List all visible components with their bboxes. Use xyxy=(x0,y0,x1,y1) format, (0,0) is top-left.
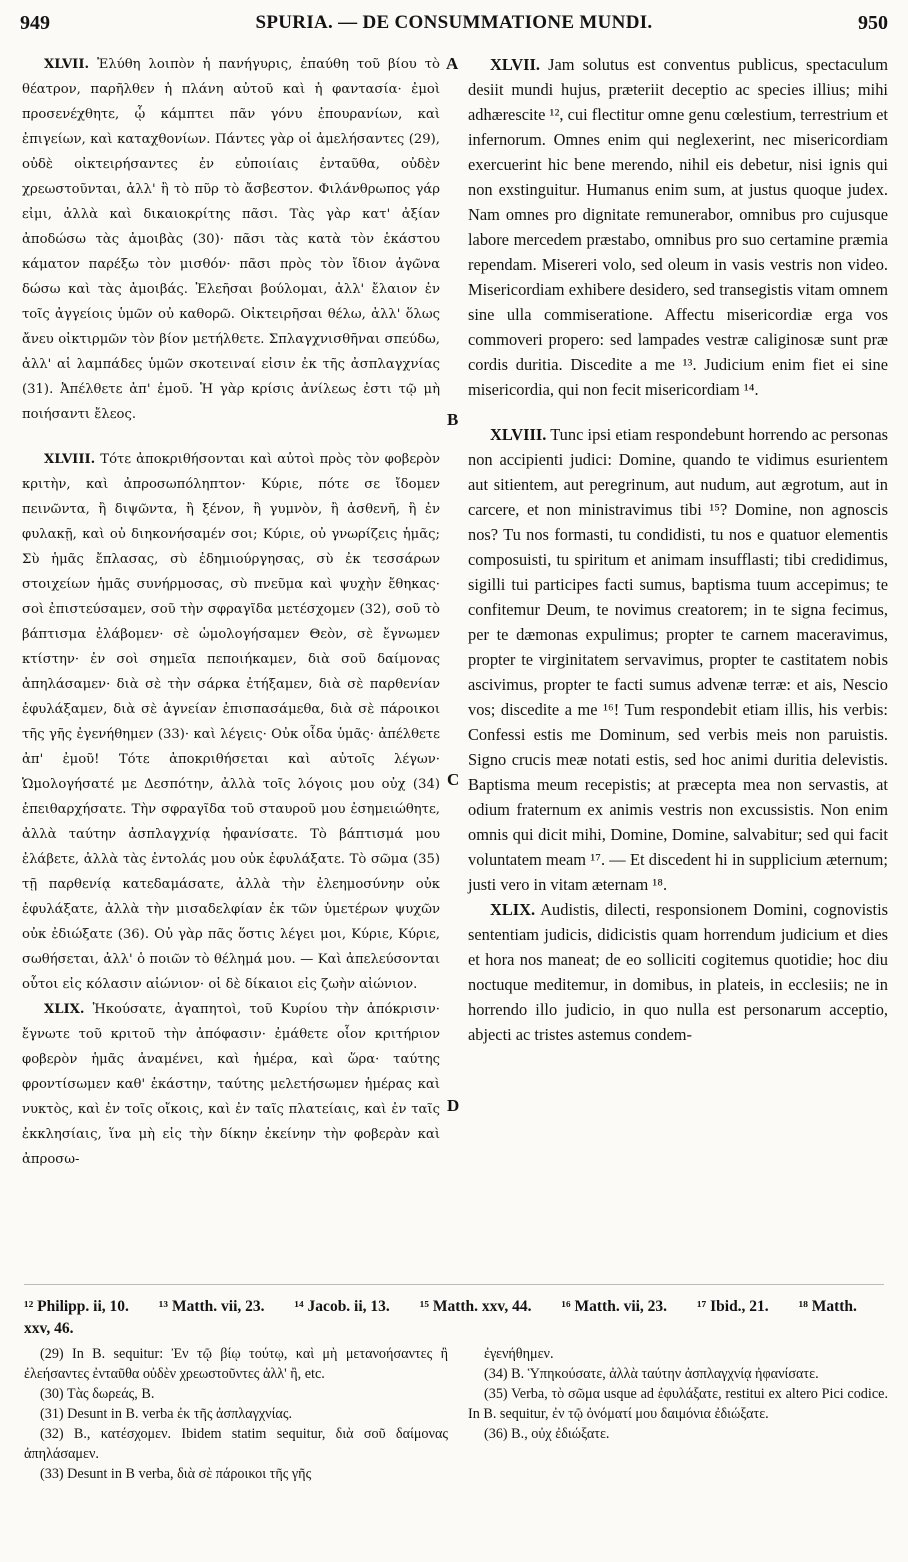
greek-section-47 xyxy=(22,52,440,427)
scripture-note: ¹³ Matth. vii, 23. xyxy=(158,1298,265,1315)
scripture-note: ¹⁴ Jacob. ii, 13. xyxy=(294,1298,390,1315)
section-text: Ἠκούσατε, ἀγαπητοὶ, τοῦ Κυρίου τὴν ἀπόκρισιν· ἔγνωτε τοῦ κριτοῦ τὴν ἀπόφασιν· ἐμάθετε οἷον κριτήριον φοβερὸν ἡμᾶς ἀναμένει, καὶ ἡμέρα, καὶ ὥρα· ταύτης φροντίσωμεν καθ' ἑκάστην, ταύτης μελετήσωμεν ἡμέρας καὶ νυκτὸς, καὶ ἐν τοῖς οἴκοις, καὶ ἐν ταῖς πλατείαις, καὶ ἐν ταῖς ἐκκλησίαις, ἵνα μὴ εἰς τὴν δίκην ἐκείνην τὴν φοβερὰν καὶ ἀπροσω- xyxy=(22,1002,440,1167)
footnote: (32) B., κατέσχομεν. Ibidem statim sequitur, διὰ σοῦ δαίμονας ἀπηλάσαμεν. xyxy=(24,1426,448,1462)
margin-marker-b: B xyxy=(447,410,459,429)
footnote: (36) B., οὐχ ἐδιώξατε. xyxy=(484,1426,610,1442)
scripture-note: ¹⁷ Ibid., 21. xyxy=(696,1298,769,1315)
greek-section-48 xyxy=(22,447,440,997)
footnote: (33) Desunt in B verba, διὰ σὲ πάροικοι τῆς γῆς xyxy=(40,1466,312,1482)
page-number-left: 949 xyxy=(20,12,50,34)
scripture-references xyxy=(24,1296,884,1340)
page-header xyxy=(0,0,908,44)
section-number: XLVIII. xyxy=(44,452,96,467)
section-text: Tunc ipsi etiam respondebunt horrendo ac personas non accipienti judici: Domine, quando te vidimus esurientem aut sitientem, aut peregrinum, aut nudum, aut ægrotum, aut in carcere, et non ministravimus tibi ¹⁵? Domine, non agnoscis nos? Tu nos formasti, tu condidisti, tu nos e quatuor elementis composuisti, tu spiritum et animam insufflasti; tibi credidimus, sigilli tui participes facti sumus, baptisma tuum accepimus; te confitemur Deum, te novimus creatorem; in te signa fecimus, per te dæmonas expulimus; propter te carnem maceravimus, propter te virginitatem servavimus, propter te castitatem nobis ascivimus, propter te facti sumus advenæ terræ: et ais, Nescio vos; discedite a me ¹⁶! Tum respondebit etiam illis, his verbis: Confessi estis me Dominum, sed verbis meis non paruistis. Signo crucis meæ notati estis, sed hoc animi duritia delevistis. Baptisma meum recepistis; at præcepta mea non servastis, at odium fraternum ex animis vestris non excussistis. Non enim omnis qui dicit mihi, Domine, Domine, salvabitur; sed qui facit voluntatem meam ¹⁷. — Et discedent hi in supplicium æternum; justi vero in vitam æternam ¹⁸. xyxy=(468,425,888,894)
footnote: (34) B. Ὑπηκούσατε, ἀλλὰ ταύτην ἀσπλαγχνίᾳ ἠφανίσατε. xyxy=(484,1366,819,1382)
footnote: (35) Verba, τὸ σῶμα usque ad ἐφυλάξατε, restitui ex altero Pici codice. In B. sequitur, ἐν τῷ ὀνόματί μου δαιμόνια ἐδιώξατε. xyxy=(468,1386,888,1422)
greek-column xyxy=(22,52,440,1172)
footnote: (30) Τὰς δωρεάς, B. xyxy=(40,1386,155,1402)
footnote: (31) Desunt in B. verba ἐκ τῆς ἀσπλαγχνίας. xyxy=(40,1406,293,1422)
latin-section-48 xyxy=(468,422,888,897)
section-text: Ἐλύθη λοιπὸν ἡ πανήγυρις, ἐπαύθη τοῦ βίου τὸ θέατρον, παρῆλθεν ἡ πλάνη αὐτοῦ καὶ ἡ φαντασία· ἐμοὶ προσενέχθητε, ᾧ κάμπτει πᾶν γόνυ ἐπουρανίων, καὶ ἐπιγείων, καὶ καταχθονίων. Πάντες γὰρ οἱ ἀμελήσαντες (29), οὐδὲ οἰκτειρήσαντες ἐν εὐποιίαις ἐνταῦθα, οὐδὲν χρεωστοῦνται, ἀλλ' ἢ τὸ πῦρ τὸ ἄσβεστον. Φιλάνθρωπος γάρ εἰμι, ἀλλὰ καὶ δικαιοκρίτης πᾶσι. Τὰς γὰρ κατ' ἀξίαν ἀποδώσω τὰς ἀμοιβὰς (30)· πᾶσι τὰς κατὰ τὸν ἑκάστου κάματον παρέξω τὸν μισθόν· πᾶσι πρὸς τὸν ἴδιον ἀγῶνα δώσω καὶ τὰς ἀμοιβάς. Ἐλεῆσαι βούλομαι, ἀλλ' ἔλαιον ἐν τοῖς ἀγγείοις ὑμῶν οὐ καθορῶ. Οἰκτειρῆσαι θέλω, ἀλλ' ὅλως ἄνευ οἰκτιρμῶν τὸν βίον μετήλθετε. Σπλαγχνισθῆναι σπεύδω, ἀλλ' αἱ λαμπάδες ὑμῶν σκοτειναί εἰσιν ἐκ τῆς ἀσπλαγχνίας (31). Ἀπέλθετε ἀπ' ἐμοῦ. Ἡ γὰρ κρίσις ἀνίλεως ἐστι τῷ μὴ ποιήσαντι ἔλεος. xyxy=(22,57,440,422)
scripture-note: ¹² Philipp. ii, 10. xyxy=(24,1298,129,1315)
footnote: ἐγενήθημεν. xyxy=(484,1346,554,1362)
margin-marker-d: D xyxy=(447,1096,460,1115)
scripture-note: ¹⁵ Matth. xxv, 44. xyxy=(419,1298,532,1315)
margin-marker-c: C xyxy=(447,770,460,789)
section-text: Audistis, dilecti, responsionem Domini, cognovistis sententiam judicis, didicistis quam horrendum judicium et dies et hora nos maneat; de eo solliciti cogitemus quotidie; hoc diu noctuque meditemur, in domibus, in plateis, in ecclesiis; ne in horrendo illo judicio, in quo nulla est personarum acceptio, abjecti ac tristes astemus condem- xyxy=(468,900,888,1044)
section-text: Τότε ἀποκριθήσονται καὶ αὐτοὶ πρὸς τὸν φοβερὸν κριτὴν, καὶ ἀπροσωπόληπτον· Κύριε, πότε σε ἴδομεν πεινῶντα, ἢ διψῶντα, ἢ ξένον, ἢ γυμνὸν, ἢ ἀσθενῆ, ἢ ἐν φυλακῇ, καὶ οὐ διηκονήσαμέν σοι; Κύριε, οὐ γνωρίζεις ἡμᾶς; Σὺ ἡμᾶς ἔπλασας, σὺ ἐδημιούργησας, σὺ ἐκ τεσσάρων στοιχείων ἡμᾶς συνήρμοσας, σὺ πνεῦμα καὶ ψυχὴν ἔθηκας· σοὶ ἐπιστεύσαμεν, σοῦ τὴν σφραγῖδα μετέσχομεν (32), σοῦ τὸ βάπτισμα ἐλάβομεν· σὲ ὡμολογήσαμεν Θεὸν, σὲ ἔγνωμεν κτίστην· ἐν σοὶ σημεῖα πεποιήκαμεν, διὰ σοῦ δαίμονας ἀπηλάσαμεν· διὰ σὲ τὴν σάρκα ἐτήξαμεν, διὰ σὲ παρθενίαν ἐφυλάξαμεν, διὰ σὲ ἁγνείαν ἐπισπασάμεθα, διὰ σὲ πάροικοι τῆς γῆς ἐγενήθημεν (33)· καὶ λέγεις· Οὐκ οἶδα ὑμᾶς· ἀπέλθετε ἀπ' ἐμοῦ! Τότε ἀποκριθήσεται καὶ αὐτοῖς λέγων· Ὡμολογήσατέ με Δεσπότην, ἀλλὰ τοῖς λόγοις μου οὐχ (34) ἐπειθαρχήσατε. Τὴν σφραγῖδα τοῦ σταυροῦ μου ἐσημειώθητε, ἀλλὰ ταύτην ἀσπλαγχνίᾳ ἠφανίσατε. Τὸ βάπτισμά μου ἐλάβετε, ἀλλὰ τὰς ἐντολάς μου οὐκ ἐφυλάξατε. Τὸ σῶμα (35) τῇ παρθενίᾳ κατεδαμάσατε, ἀλλὰ τὴν ἐλεημοσύνην οὐκ ἐφυλάξατε, ἀλλὰ τὴν μισαδελφίαν ἐκ τῶν ὑμετέρων ψυχῶν οὐκ ἐδιώξατε (36). Οὐ γὰρ πᾶς ὅστις λέγει μοι, Κύριε, Κύριε, σωθήσεται, ἀλλ' ὁ ποιῶν τὸ θέλημά μου. — Καὶ ἀπελεύσονται οὗτοι εἰς κόλασιν αἰώνιον· οἱ δὲ δίκαιοι εἰς ζωὴν αἰώνιον. xyxy=(22,452,440,992)
running-title: SPURIA. — DE CONSUMMATIONE MUNDI. xyxy=(255,12,653,33)
section-number: XLVII. xyxy=(44,57,90,72)
latin-section-49 xyxy=(468,897,888,1047)
page-number-right: 950 xyxy=(858,12,888,34)
scripture-note: ¹⁸ Matth. xxv, 46. xyxy=(24,1298,857,1337)
latin-section-47 xyxy=(468,52,888,402)
section-number: XLIX. xyxy=(44,1002,85,1017)
scripture-note: ¹⁶ Matth. vii, 23. xyxy=(561,1298,668,1315)
margin-marker-a: A xyxy=(446,54,459,73)
section-number: XLIX. xyxy=(490,900,536,919)
section-number: XLVII. xyxy=(490,55,540,74)
footnotes-right xyxy=(468,1344,888,1444)
footnote-divider xyxy=(24,1284,884,1285)
greek-section-49 xyxy=(22,997,440,1172)
footnote: (29) In B. sequitur: Ἐν τῷ βίῳ τούτῳ, καὶ μὴ μετανοήσαντες ἢ ἐλεήσαντες ἐνταῦθα οὐδὲν χρεωστοῦντες ἀλλ' ἢ, etc. xyxy=(24,1346,448,1382)
footnotes-left xyxy=(24,1344,448,1484)
section-text: Jam solutus est conventus publicus, spectaculum desiit mundi hujus, præteriit deceptio ac species illius; mihi adhærescite ¹², cui flectitur omne genu cœlestium, terrestrium et infernorum. Omnes enim qui neglexerint, nec misericordiam exercuerint hic bene merendo, nihil eis debetur, nisi ignis qui non exstinguitur. Humanus enim sum, at justus quoque judex. Nam omnes pro dignitate remunerabor, omnibus pro cujusque labore mercedem præstabo, omnibus pro suo certamine præmia rependam. Misereri volo, sed oleum in vasis vestris non video. Misericordiam exhibere desidero, sed transegistis vitam omnem sine ulla commiseratione. Affectu misericordiæ erga vos commoveri propero: sed lampades vestræ caliginosæ sunt præ cordis duritia. Discedite a me ¹³. Judicium enim fiet ei sine misericordia, qui non fecit misericordiam ¹⁴. xyxy=(468,55,888,399)
section-number: XLVIII. xyxy=(490,425,547,444)
latin-column xyxy=(468,52,888,1047)
